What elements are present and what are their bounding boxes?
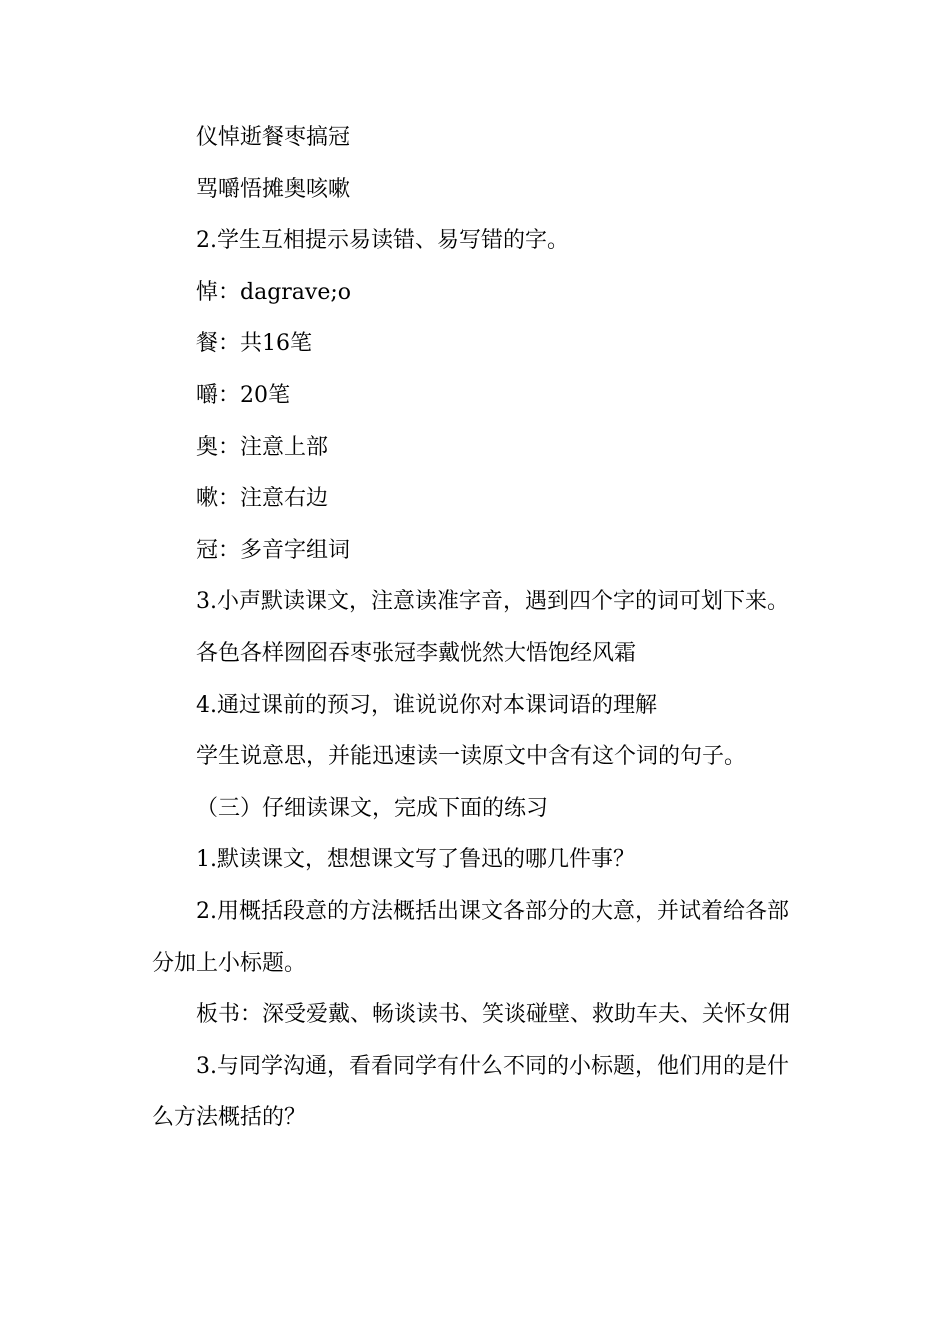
paragraph-9: 冠：多音字组词	[196, 537, 351, 563]
paragraph-12: 4.通过课前的预习，谁说说你对本课词语的理解	[196, 692, 657, 718]
paragraph-18: 3.与同学沟通，看看同学有什么不同的小标题，他们用的是什么方法概括的？	[152, 1053, 789, 1131]
paragraph-16: 2.用概括段意的方法概括出课文各部分的大意，并试着给各部分加上小标题。	[152, 898, 789, 976]
paragraph-7: 奥：注意上部	[196, 434, 329, 460]
paragraph-15: 1.默读课文，想想课文写了鲁迅的哪几件事？	[196, 847, 635, 873]
paragraph-2: 骂嚼悟摊奥咳嗽	[196, 176, 351, 202]
paragraph-17: 板书：深受爱戴、畅谈读书、笑谈碰壁、救助车夫、关怀女佣	[196, 1002, 791, 1028]
paragraph-5: 餐：共16笔	[196, 331, 312, 357]
paragraph-13: 学生说意思，并能迅速读一读原文中含有这个词的句子。	[196, 744, 747, 770]
paragraph-14: （三）仔细读课文，完成下面的练习	[196, 795, 549, 821]
paragraph-3: 2.学生互相提示易读错、易写错的字。	[196, 228, 569, 254]
paragraph-6: 嚼：20笔	[196, 382, 290, 408]
paragraph-4: 悼：dagrave;o	[196, 279, 352, 305]
paragraph-1: 仪悼逝餐枣搞冠	[196, 125, 351, 150]
paragraph-11: 各色各样囫囵吞枣张冠李戴恍然大悟饱经风霜	[196, 640, 637, 666]
paragraph-8: 嗽：注意右边	[196, 486, 329, 512]
document-body	[152, 112, 800, 1144]
paragraph-10: 3.小声默读课文，注意读准字音，遇到四个字的词可划下来。	[196, 589, 789, 615]
